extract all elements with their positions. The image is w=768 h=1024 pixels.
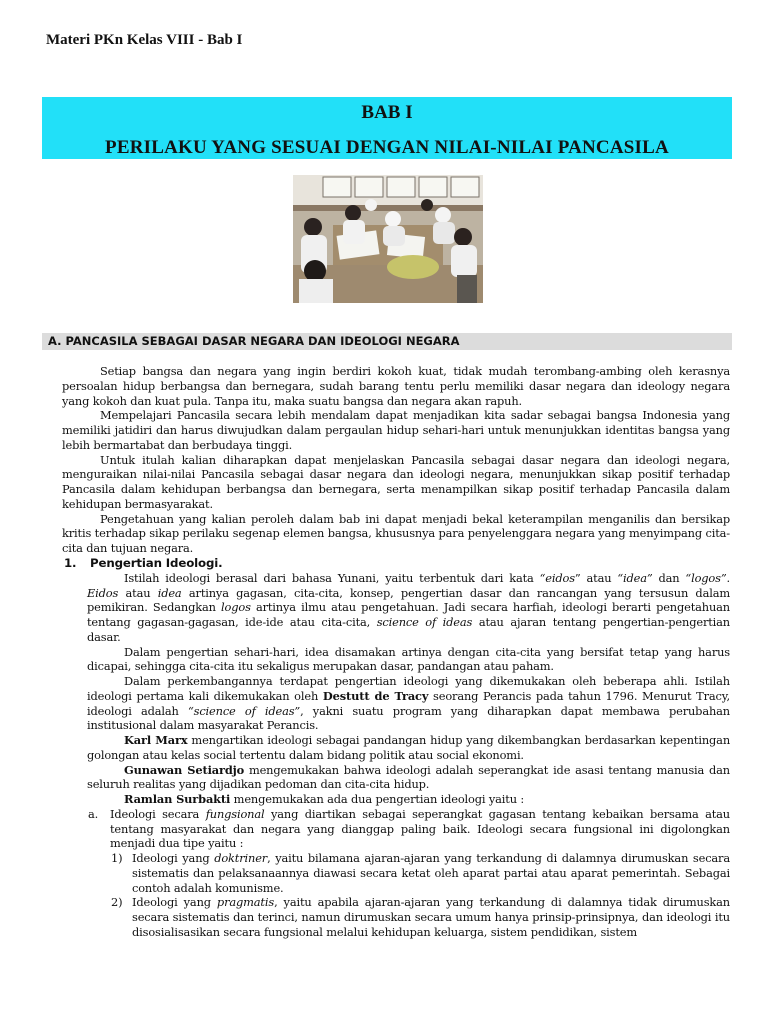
- chapter-title-box: [42, 97, 732, 159]
- subsection-body: [62, 571, 730, 807]
- list-item-2-label: 2): [111, 895, 123, 910]
- classroom-photo: [293, 175, 483, 303]
- subsection-title: Pengertian Ideologi.: [90, 555, 223, 570]
- chapter-number: BAB I: [361, 102, 413, 123]
- intro-paragraph-2: Mempelajari Pancasila secara lebih mendalam dapat menjadikan kita sadar sebagai bangsa Indonesia yang memiliki jatidiri dan harus diwujudkan dalam pergaulan hidup sehari-hari untuk menunjukkan identitas bangsa yang lebih bermartabat dan berbudaya tinggi.: [62, 408, 730, 452]
- subsection-number: 1.: [64, 555, 77, 570]
- chapter-title: PERILAKU YANG SESUAI DENGAN NILAI-NILAI PANCASILA: [105, 137, 669, 158]
- ideology-etymology-paragraph: Istilah ideologi berasal dari bahasa Yunani, yaitu terbentuk dari kata “eidos” atau “idea” dan “logos”. Eidos atau idea artinya gagasan, cita-cita, konsep, pengertian dasar dan rancangan yang tersusun dalam pemikiran. Sedangkan logos artinya ilmu atau pengetahuan. Jadi secara harfiah, ideologi berarti pengetahuan tentang gagasan-gagasan, ide-ide atau cita-cita, science of ideas atau ajaran tentang pengertian-pengertian dasar.: [87, 570, 730, 644]
- list-item-2: 2) Ideologi yang pragmatis, yaitu apabila ajaran-ajaran yang terkandung di dalamnya tidak dirumuskan secara sistematis dan terinci, namun dirumuskan secara umum hanya prinsip-prinsipnya, dan ideologi itu disosialisasikan secara fungsional melalui kehidupan keluarga, sistem pendidikan, sistem: [111, 895, 730, 939]
- section-heading: A. PANCASILA SEBAGAI DASAR NEGARA DAN IDEOLOGI NEGARA: [42, 333, 732, 350]
- marx-paragraph: Karl Marx mengartikan ideologi sebagai pandangan hidup yang dikembangkan berdasarkan kepentingan golongan atau kelas social tertentu dalam bidang politik atau social ekonomi.: [87, 733, 731, 762]
- setiardjo-paragraph: Gunawan Setiardjo mengemukakan bahwa ideologi adalah seperangkat ide asasi tentang manusia dan seluruh realitas yang dijadikan pedoman dan cita-cita hidup.: [87, 762, 730, 792]
- daily-meaning-paragraph: Dalam pengertian sehari-hari, idea disamakan artinya dengan cita-cita yang bersifat tetap yang harus dicapai, sehingga cita-cita itu sekaligus merupakan dasar, pandangan atau paham.: [87, 644, 730, 674]
- surbakti-paragraph: Ramlan Surbakti mengemukakan ada dua pengertian ideologi yaitu :: [124, 792, 525, 806]
- tracy-paragraph: Dalam perkembangannya terdapat pengertian ideologi yang dikemukakan oleh beberapa ahli. Istilah ideologi pertama kali dikemukakan oleh Destutt de Tracy seorang Perancis pada tahun 1796. Menurut Tracy, ideologi adalah “science of ideas”, yakni suatu program yang diharapkan dapat membawa perubahan institusional dalam masyarakat Perancis.: [87, 674, 731, 733]
- list-item-1-label: 1): [111, 851, 123, 865]
- intro-paragraph-1: Setiap bangsa dan negara yang ingin berdiri kokoh kuat, tidak mudah terombang-ambing oleh kerasnya persoalan hidup berbangsa dan bernegara, sudah barang tentu perlu memiliki dasar negara dan ideology negara yang kokoh dan kuat pula. Tanpa itu, maka suatu bangsa dan negara akan rapuh.: [62, 364, 730, 408]
- list-item-a-label: a.: [88, 806, 99, 821]
- intro-paragraph-3: Untuk itulah kalian diharapkan dapat menjelaskan Pancasila sebagai dasar negara dan ideologi negara, menguraikan nilai-nilai Pancasila sebagai dasar negara dan ideologi negara, menunjukkan sikap positif terhadap Pancasila dalam kehidupan berbangsa dan bernegara, serta menampilkan sikap positif terhadap Pancasila dalam kehidupan bermasyarakat.: [62, 452, 730, 511]
- page-header: Materi PKn Kelas VIII - Bab I: [46, 32, 243, 48]
- subsection-heading: [62, 556, 730, 571]
- intro-paragraph-4: Pengetahuan yang kalian peroleh dalam bab ini dapat menjadi bekal keterampilan menganilis dan bersikap kritis terhadap sikap perilaku segenap elemen bangsa, khususnya para penyelenggara negara yang menyimpang cita-cita dan tujuan negara.: [62, 511, 730, 555]
- list-item-1: 1) Ideologi yang doktriner, yaitu bilamana ajaran-ajaran yang terkandung di dalamnya dirumuskan secara sistematis dan pelaksanaannya diawasi secara ketat oleh aparat partai atau aparat pemerintah. Sebagai contoh adalah komunisme.: [111, 851, 730, 895]
- list-item-a: a. Ideologi secara fungsional yang diartikan sebagai seperangkat gagasan tentang kebaikan bersama atau tentang masyarakat dan negara yang dianggap paling baik. Ideologi secara fungsional ini digolongkan menjadi dua tipe yaitu :: [88, 806, 730, 851]
- document-body: [62, 364, 730, 940]
